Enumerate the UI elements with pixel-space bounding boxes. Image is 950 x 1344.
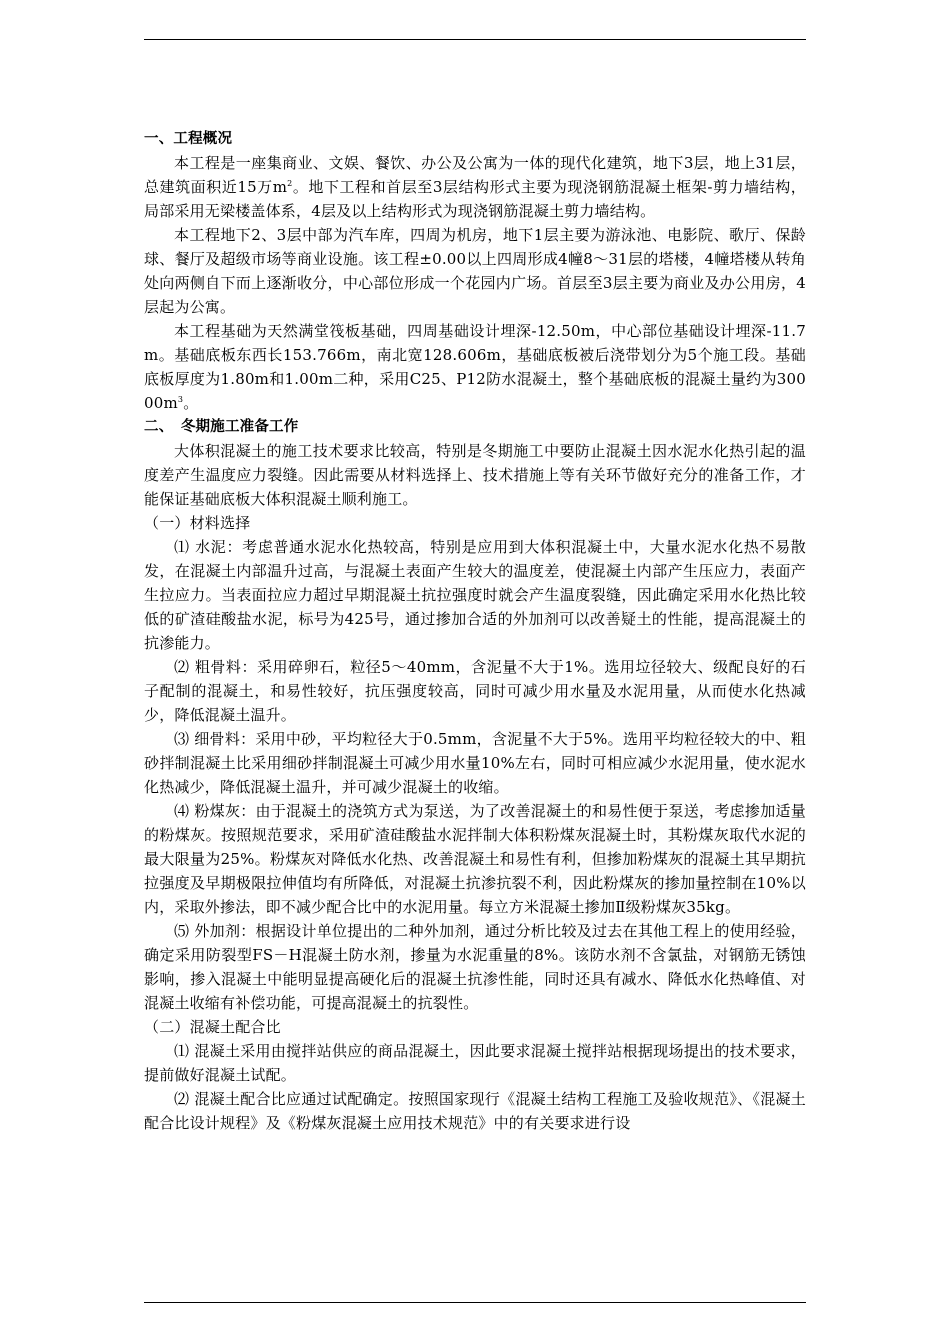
list-item: ⑶ 细骨料：采用中砂，平均粒径大于0.5mm，含泥量不大于5%。选用平均粒径较大的中、粗砂拌制混凝土比采用细砂拌制混凝土可减少用水量10%左右，同时可相应减少水泥用量，使水泥水化热减少，降低混凝土温升，并可减少混凝土的收缩。 [144, 730, 806, 796]
section-1-title: 一、工程概况 [144, 131, 233, 147]
header-rule [144, 39, 806, 40]
superscript: 3 [177, 395, 184, 404]
subsection-2-title: （二）混凝土配合比 [144, 1018, 281, 1036]
paragraph-text: 本工程是一座集商业、文娱、餐饮、办公及公寓为一体的现代化建筑，地下3层，地上31层，总建筑面积近15万m [144, 154, 806, 196]
list-item: ⑸ 外加剂：根据设计单位提出的二种外加剂，通过分析比较及过去在其他工程上的使用经验，确定采用防裂型FS－H混凝土防水剂，掺量为水泥重量的8%。该防水剂不含氯盐，对钢筋无锈蚀影响，掺入混凝土中能明显提高硬化后的混凝土抗渗性能，同时还具有减水、降低水化热峰值、对混凝土收缩有补偿功能，可提高混凝土的抗裂性。 [144, 922, 806, 1012]
paragraph-text: 本工程基础为天然满堂筏板基础，四周基础设计埋深-12.50m，中心部位基础设计埋深-11.7m。基础底板东西长153.766m，南北宽128.606m，基础底板被后浇带划分为5个施工段。基础底板厚度为1.80m和1.00m二种，采用C25、P12防水混凝土，整个基础底板的混凝土量约为30000m [144, 322, 806, 412]
section-1-paragraph-2: 本工程地下2、3层中部为汽车库，四周为机房，地下1层主要为游泳池、电影院、歌厅、保龄球、餐厅及超级市场等商业设施。该工程±0.00以上四周形成4幢8～31层的塔楼，4幢塔楼从转角处向两侧自下而上逐渐收分，中心部位形成一个花园内广场。首层至3层主要为商业及办公用房，4层起为公寓。 [144, 226, 806, 316]
section-2-title: 二、 冬期施工准备工作 [144, 419, 299, 435]
section-2-paragraph-1: 大体积混凝土的施工技术要求比较高，特别是冬期施工中要防止混凝土因水泥水化热引起的温度差产生温度应力裂缝。因此需要从材料选择上、技术措施上等有关环节做好充分的准备工作，才能保证基础底板大体积混凝土顺利施工。 [144, 442, 806, 508]
list-item: ⑵ 混凝土配合比应通过试配确定。按照国家现行《混凝土结构工程施工及验收规范》、《混凝土配合比设计规程》及《粉煤灰混凝土应用技术规范》中的有关要求进行设 [144, 1090, 806, 1132]
document-body [144, 127, 806, 1135]
paragraph-text: 。 [183, 394, 199, 412]
section-1-paragraph-1 [144, 151, 806, 223]
paragraph-text: 。地下工程和首层至3层结构形式主要为现浇钢筋混凝土框架-剪力墙结构，局部采用无梁楼盖体系，4层及以上结构形式为现浇钢筋混凝土剪力墙结构。 [144, 178, 807, 220]
list-item: ⑴ 水泥：考虑普通水泥水化热较高，特别是应用到大体积混凝土中，大量水泥水化热不易散发，在混凝土内部温升过高，与混凝土表面产生较大的温度差，使混凝土内部产生压应力，表面产生拉应力。当表面拉应力超过早期混凝土抗拉强度时就会产生温度裂缝，因此确定采用水化热比较低的矿渣硅酸盐水泥，标号为425号，通过掺加合适的外加剂可以改善疑土的性能，提高混凝土的抗渗能力。 [144, 538, 806, 652]
list-item: ⑵ 粗骨料：采用碎卵石，粒径5～40mm，含泥量不大于1%。选用垃径较大、级配良好的石子配制的混凝土，和易性较好，抗压强度较高，同时可减少用水量及水泥用量，从而使水化热减少，降低混凝土温升。 [144, 658, 806, 724]
list-item: ⑷ 粉煤灰：由于混凝土的浇筑方式为泵送，为了改善混凝土的和易性便于泵送，考虑掺加适量的粉煤灰。按照规范要求，采用矿渣硅酸盐水泥拌制大体积粉煤灰混凝土时，其粉煤灰取代水泥的最大限量为25%。粉煤灰对降低水化热、改善混凝土和易性有利，但掺加粉煤灰的混凝土其早期抗拉强度及早期极限拉伸值均有所降低，对混凝土抗渗抗裂不利，因此粉煤灰的掺加量控制在10%以内，采取外掺法，即不减少配合比中的水泥用量。每立方米混凝土掺加Ⅱ级粉煤灰35kg。 [144, 802, 806, 916]
section-1-paragraph-3 [144, 319, 806, 415]
subsection-1-title: （一）材料选择 [144, 514, 251, 532]
list-item: ⑴ 混凝土采用由搅拌站供应的商品混凝土，因此要求混凝土搅拌站根据现场提出的技术要求，提前做好混凝土试配。 [144, 1042, 806, 1084]
superscript: 2 [287, 179, 293, 188]
footer-rule [144, 1302, 806, 1303]
